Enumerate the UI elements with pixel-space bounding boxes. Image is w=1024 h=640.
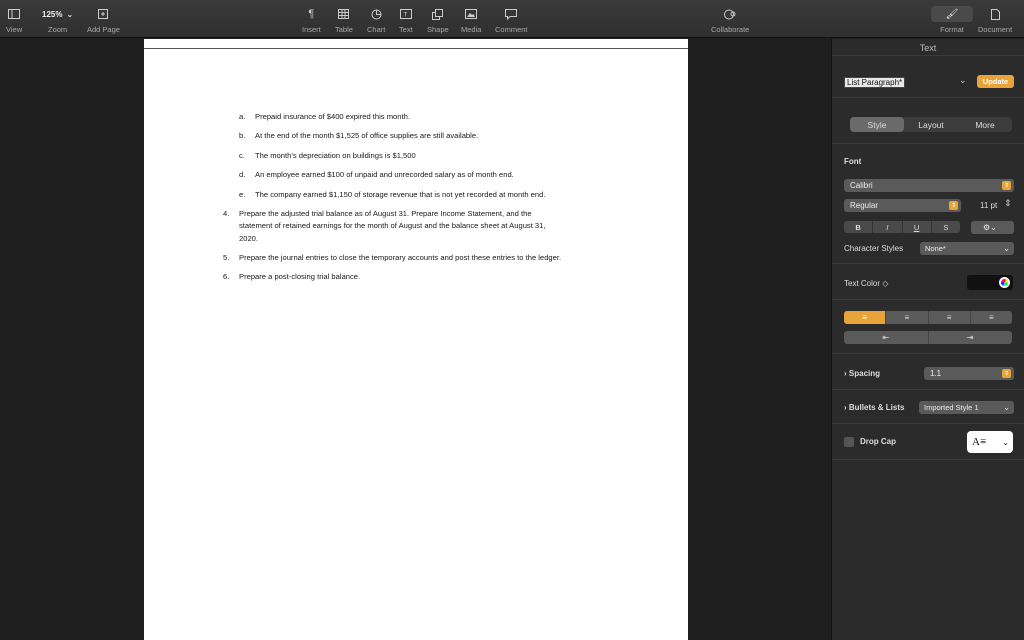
bullets-lists-select[interactable]: Imported Style 1 ⌄ (919, 401, 1014, 414)
chart-button[interactable]: Chart (367, 6, 385, 34)
format-sidebar (831, 39, 1024, 640)
color-wheel-icon[interactable] (999, 277, 1010, 288)
indent-controls (844, 331, 1012, 344)
tab-more[interactable]: More (975, 119, 995, 130)
chevron-down-icon: ⌄ (1002, 437, 1009, 447)
shape-icon (432, 6, 443, 22)
document-button[interactable]: Document (978, 6, 1012, 34)
zoom-control[interactable]: 125% ⌄ Zoom (42, 9, 74, 34)
add-page-icon (98, 6, 108, 22)
divider (832, 353, 1024, 354)
comment-button[interactable]: Comment (495, 6, 528, 34)
spacing-select[interactable]: 1.1 ⇕ (924, 367, 1014, 380)
tab-style[interactable]: Style (850, 117, 904, 132)
divider (832, 97, 1024, 98)
chart-icon (371, 6, 382, 22)
paintbrush-icon: 🖌 (931, 6, 973, 22)
paragraph-style-name[interactable]: List Paragraph* (844, 77, 905, 88)
divider (832, 389, 1024, 390)
divider (832, 299, 1024, 300)
chevron-down-icon: ⌄ (66, 9, 74, 19)
svg-text:T: T (403, 11, 408, 19)
toolbar (0, 0, 1024, 38)
text-options-button[interactable] (971, 221, 1014, 234)
format-button[interactable]: 🖌 Format (931, 6, 973, 34)
increase-indent-icon[interactable]: ⇥ (966, 333, 974, 342)
horizontal-alignment (844, 311, 1012, 324)
font-section-label: Font (844, 157, 862, 166)
chevron-down-icon: ⌄ (1003, 403, 1010, 412)
divider (832, 143, 1024, 144)
font-style-buttons (844, 221, 960, 233)
page-top-divider (144, 48, 688, 49)
character-styles-label: Character Styles (844, 244, 904, 253)
bold-button[interactable]: B (844, 221, 873, 233)
text-color-label[interactable]: Text Color ◇ (844, 279, 889, 288)
sidebar-title: Text (919, 43, 937, 53)
align-right-icon[interactable]: ≡ (929, 311, 971, 324)
insert-button[interactable]: ¶ Insert (302, 8, 321, 34)
decrease-indent-icon[interactable]: ⇤ (844, 331, 929, 344)
bullets-lists-label[interactable]: › Bullets & Lists (844, 403, 905, 412)
updown-icon: ⇕ (1003, 371, 1010, 377)
shape-button[interactable]: Shape (427, 6, 449, 34)
spacing-label[interactable]: › Spacing (844, 369, 881, 378)
updown-icon: ⇕ (950, 203, 957, 209)
collaborate-button[interactable]: Collaborate (711, 6, 749, 34)
updown-icon: ⇕ (1003, 183, 1010, 189)
paragraph-style-chevron-icon[interactable]: ⌄ (959, 75, 967, 85)
collaborate-icon (724, 6, 737, 22)
document-page[interactable]: a. Prepaid insurance of $400 expired this month. b. At the end of the month $1,525 of office supplies are still available. c. The month’s depreciation on buildings is $1,500 d. An employee earned $100 of unpaid and unrecorded salary as of month end. e. The company earned $1,150 of storage revenue that is not yet recorded at month end. 4. Prepare the adjusted trial balance as of August 31. Prepare Income Statement, and the statement of retained earnings for the month of August and the balance sheet at August 31, 2020. 5. Prepare the journal entries to close the temporary accounts and post these entries to the ledger. 6. Prepare a post-closing trial balance. (144, 39, 688, 640)
update-button[interactable]: Update (977, 75, 1014, 88)
drop-cap-label: Drop Cap (860, 437, 896, 446)
table-button[interactable]: Table (335, 6, 353, 34)
view-button[interactable]: View (6, 6, 22, 34)
table-icon (338, 6, 349, 22)
chevron-down-icon: ⌄ (1003, 244, 1010, 253)
divider (832, 423, 1024, 424)
font-family-select[interactable]: Calibri ⇕ (844, 179, 1014, 192)
font-size-stepper-icon[interactable]: ⇕ (1004, 198, 1012, 208)
align-left-icon[interactable]: ≡ (844, 311, 886, 324)
zoom-value: 125% (42, 9, 63, 19)
drop-cap-checkbox[interactable] (844, 437, 854, 447)
comment-icon (505, 6, 517, 22)
text-button[interactable]: T Text (399, 6, 413, 34)
divider (832, 55, 1024, 56)
text-box-icon (400, 6, 412, 22)
font-style-select[interactable]: Regular ⇕ (844, 199, 961, 212)
sidebar-icon (8, 6, 20, 22)
add-page-button[interactable]: Add Page (87, 6, 120, 34)
align-justify-icon[interactable]: ≡ (989, 313, 994, 322)
italic-button[interactable]: I (873, 221, 902, 233)
document-canvas[interactable] (0, 39, 831, 640)
document-icon (991, 6, 1000, 22)
tab-layout[interactable]: Layout (918, 119, 944, 130)
drop-cap-icon: A≡ (972, 436, 987, 448)
character-styles-select[interactable]: None* ⌄ (920, 242, 1014, 255)
sidebar-tabs (850, 117, 1012, 132)
divider (832, 263, 1024, 264)
media-icon (465, 6, 477, 22)
drop-cap-style-select[interactable] (967, 431, 1013, 453)
strikethrough-button[interactable]: S (943, 222, 949, 232)
paragraph-icon: ¶ (308, 8, 315, 20)
font-size-value[interactable]: 11 pt (980, 201, 998, 210)
underline-button[interactable]: U (903, 221, 932, 233)
gear-icon: ⚙⌄ (983, 223, 997, 232)
media-button[interactable]: Media (461, 6, 481, 34)
divider (832, 459, 1024, 460)
align-center-icon[interactable]: ≡ (886, 311, 928, 324)
